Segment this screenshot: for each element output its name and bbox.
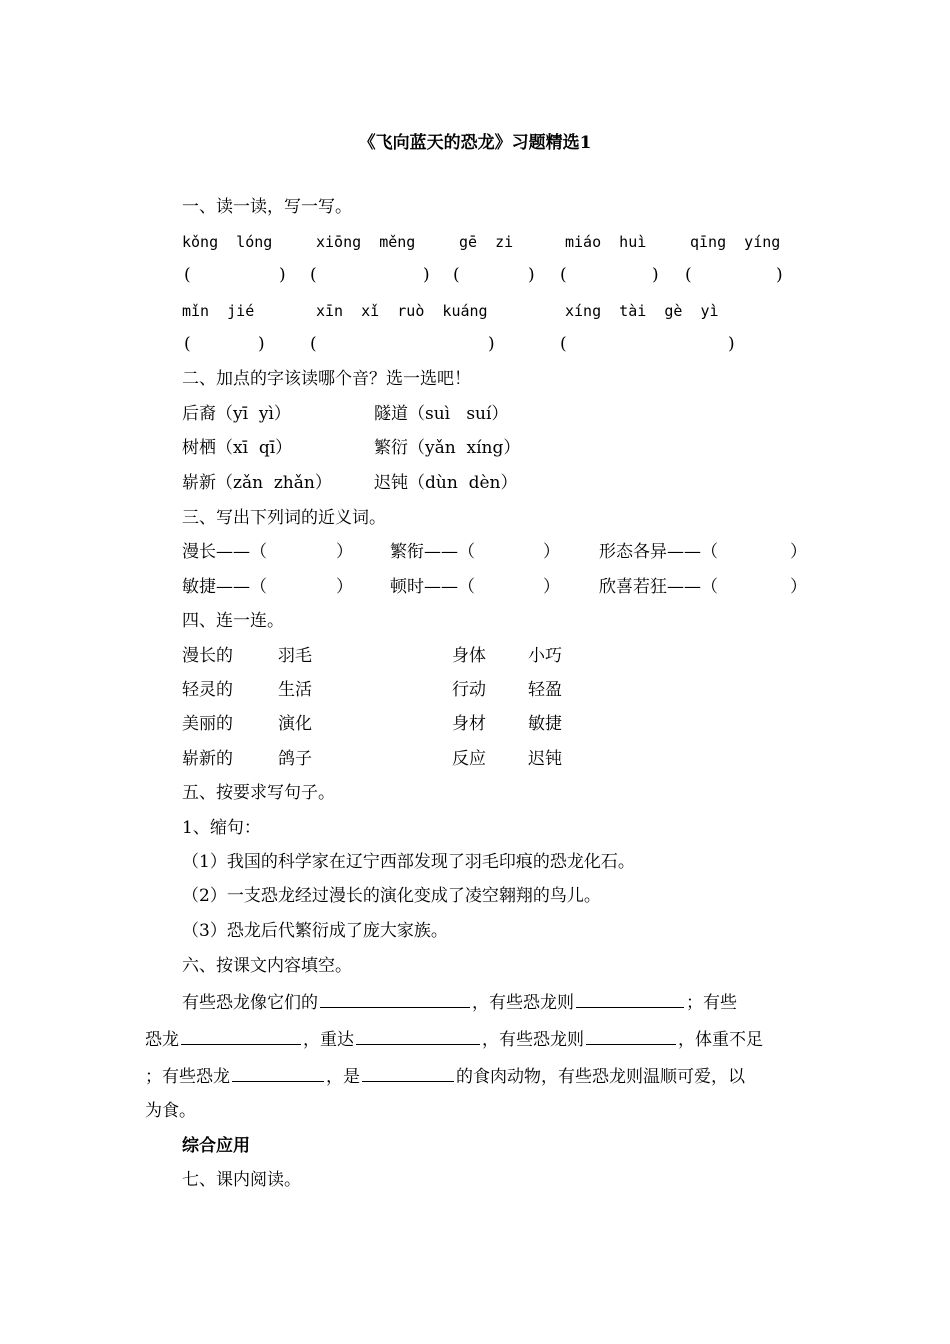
fill-line-4: 为食。 xyxy=(145,1101,196,1121)
pronunciation-item: 迟钝（dùn dèn） xyxy=(374,473,518,493)
paren-open: ( xyxy=(560,265,567,285)
page-title: 《飞向蓝天的恐龙》习题精选1 xyxy=(358,133,592,153)
match-word: 行动 xyxy=(452,680,486,700)
synonym-close: ） xyxy=(543,542,560,562)
match-word: 美丽的 xyxy=(182,714,233,734)
section-1-heading: 一、读一读，写一写。 xyxy=(182,197,352,217)
section-title-comprehensive: 综合应用 xyxy=(182,1136,250,1156)
synonym-item: 形态各异——（ xyxy=(599,542,718,562)
synonym-close: ） xyxy=(543,577,560,597)
match-word: 轻盈 xyxy=(528,680,562,700)
section-5-heading: 五、按要求写句子。 xyxy=(182,783,335,803)
synonym-item: 漫长——（ xyxy=(182,542,267,562)
paren-open: ( xyxy=(453,265,460,285)
paren-close: ) xyxy=(279,265,286,285)
synonym-close: ） xyxy=(790,542,807,562)
match-word: 轻灵的 xyxy=(182,680,233,700)
pronunciation-item: 繁衍（yǎn xíng） xyxy=(374,438,521,458)
pronunciation-item: 树栖（xī qī） xyxy=(182,438,293,458)
paren-close: ) xyxy=(652,265,659,285)
match-word: 身体 xyxy=(452,646,486,666)
pronunciation-item: 后裔（yī yì） xyxy=(182,404,291,424)
paren-open: ( xyxy=(310,334,317,354)
paren-open: ( xyxy=(560,334,567,354)
section-2-heading: 二、加点的字该读哪个音？选一选吧！ xyxy=(182,369,471,389)
section-7-heading: 七、课内阅读。 xyxy=(182,1170,301,1190)
pinyin-item: qīng yíng xyxy=(690,233,781,251)
paren-close: ) xyxy=(488,334,495,354)
fill-line-2: 恐龙 ，重达 ，有些恐龙则 ，体重不足 xyxy=(145,1027,763,1051)
match-word: 崭新的 xyxy=(182,749,233,769)
paren-close: ) xyxy=(528,265,535,285)
pinyin-item: xiōng měng xyxy=(316,233,416,251)
fill-blank[interactable] xyxy=(356,1027,480,1045)
pinyin-item: mǐn jié xyxy=(182,302,255,320)
pinyin-item: miáo huì xyxy=(565,233,647,251)
sentence-item: （3）恐龙后代繁衍成了庞大家族。 xyxy=(182,921,448,941)
synonym-item: 顿时——（ xyxy=(390,577,475,597)
sentence-item: （2）一支恐龙经过漫长的演化变成了凌空翱翔的鸟儿。 xyxy=(182,886,601,906)
match-word: 生活 xyxy=(278,680,312,700)
fill-blank[interactable] xyxy=(576,990,684,1008)
paren-close: ) xyxy=(776,265,783,285)
paren-close: ) xyxy=(728,334,735,354)
pinyin-item: gē zi xyxy=(459,233,514,251)
match-word: 身材 xyxy=(452,714,486,734)
synonym-close: ） xyxy=(790,577,807,597)
subsection-heading: 1、缩句： xyxy=(182,818,261,838)
paren-open: ( xyxy=(184,334,191,354)
section-6-heading: 六、按课文内容填空。 xyxy=(182,956,352,976)
synonym-item: 敏捷——（ xyxy=(182,577,267,597)
fill-blank[interactable] xyxy=(320,990,470,1008)
synonym-close: ） xyxy=(336,577,353,597)
section-4-heading: 四、连一连。 xyxy=(182,611,284,631)
paren-close: ) xyxy=(423,265,430,285)
match-word: 反应 xyxy=(452,749,486,769)
section-3-heading: 三、写出下列词的近义词。 xyxy=(182,508,386,528)
paren-open: ( xyxy=(184,265,191,285)
match-word: 迟钝 xyxy=(528,749,562,769)
pinyin-item: xīn xǐ ruò kuáng xyxy=(316,302,488,320)
paren-open: ( xyxy=(685,265,692,285)
fill-blank[interactable] xyxy=(362,1064,454,1082)
fill-blank[interactable] xyxy=(232,1064,324,1082)
fill-blank[interactable] xyxy=(181,1027,301,1045)
paren-close: ) xyxy=(258,334,265,354)
pronunciation-item: 隧道（suì suí） xyxy=(374,404,509,424)
pinyin-item: kǒng lóng xyxy=(182,233,273,251)
match-word: 小巧 xyxy=(528,646,562,666)
fill-blank[interactable] xyxy=(586,1027,676,1045)
synonym-item: 欣喜若狂——（ xyxy=(599,577,718,597)
match-word: 敏捷 xyxy=(528,714,562,734)
match-word: 漫长的 xyxy=(182,646,233,666)
fill-line-1: 有些恐龙像它们的 ，有些恐龙则 ；有些 xyxy=(182,990,737,1014)
synonym-item: 繁衔——（ xyxy=(390,542,475,562)
fill-line-3: ；有些恐龙 ，是 的食肉动物，有些恐龙则温顺可爱，以 xyxy=(145,1064,745,1088)
pronunciation-item: 崭新（zǎn zhǎn） xyxy=(182,473,332,493)
paren-open: ( xyxy=(310,265,317,285)
sentence-item: （1）我国的科学家在辽宁西部发现了羽毛印痕的恐龙化石。 xyxy=(182,852,635,872)
match-word: 鸽子 xyxy=(278,749,312,769)
match-word: 羽毛 xyxy=(278,646,312,666)
synonym-close: ） xyxy=(336,542,353,562)
match-word: 演化 xyxy=(278,714,312,734)
pinyin-item: xíng tài gè yì xyxy=(565,302,719,320)
